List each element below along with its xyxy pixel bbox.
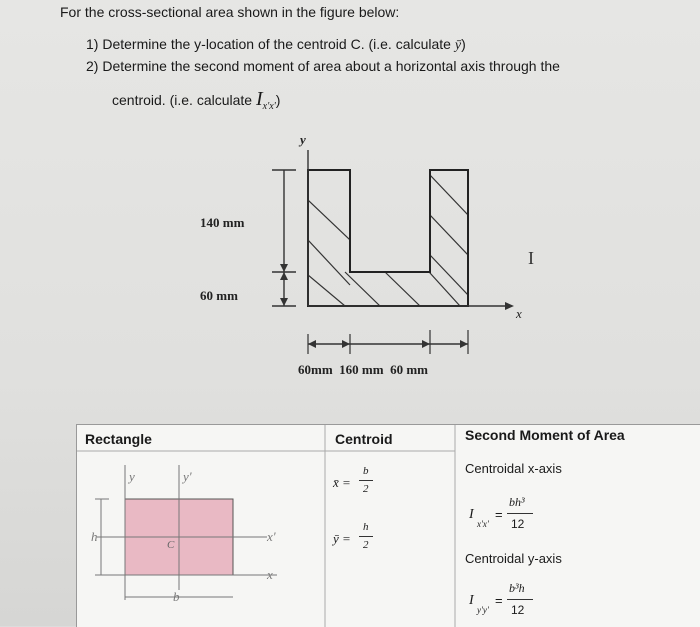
- iyy-fraction-bar: [507, 599, 533, 600]
- dim-widths: 60mm 160 mm 60 mm: [298, 362, 428, 377]
- col-rectangle-header: Rectangle: [85, 431, 152, 447]
- col-moment-header: Second Moment of Area: [465, 427, 625, 443]
- reference-table: [76, 424, 700, 627]
- iyy-symbol: I: [469, 593, 474, 608]
- xbar-numerator: b: [363, 465, 369, 477]
- rect-label-h: h: [91, 529, 98, 544]
- ybar-fraction-bar: [359, 536, 373, 537]
- xbar-denominator: 2: [363, 483, 369, 495]
- question-2-subscript: x'x': [262, 100, 276, 112]
- ixx-symbol: I: [469, 507, 474, 522]
- xbar-fraction-bar: [359, 480, 373, 481]
- ixx-numerator: bh³: [509, 495, 525, 509]
- col-centroid-header: Centroid: [335, 431, 393, 447]
- question-2-text: Determine the second moment of area about a horizontal axis through the: [102, 58, 560, 74]
- rect-label-xprime: x': [267, 529, 276, 544]
- figure-x-axis-label: x: [516, 306, 522, 321]
- ixx-equals: =: [495, 507, 503, 522]
- problem-title: For the cross-sectional area shown in the figure below:: [60, 4, 400, 20]
- question-2-number: 2): [86, 58, 99, 74]
- ybar-numerator: h: [363, 521, 369, 533]
- xbar-lhs: x̄ =: [333, 475, 351, 490]
- text-cursor-icon: I: [528, 248, 534, 268]
- ixx-fraction-bar: [507, 513, 533, 514]
- dim-height-total: 140 mm: [200, 215, 245, 230]
- section-hatching: [308, 175, 468, 306]
- ybar-denominator: 2: [363, 539, 369, 551]
- reference-table-grid: [77, 425, 700, 627]
- x-axis-arrow: [505, 302, 514, 310]
- rect-label-b: b: [173, 589, 180, 604]
- centroidal-y-axis-label: Centroidal y-axis: [465, 551, 562, 566]
- dim-height-base: 60 mm: [200, 288, 238, 303]
- iyy-equals: =: [495, 593, 503, 608]
- ixx-denominator: 12: [511, 517, 525, 531]
- question-2-symbol: I: [255, 88, 263, 110]
- rect-label-y: y: [129, 469, 135, 484]
- ixx-subscript: x'x': [477, 519, 489, 529]
- question-2-text-cont: centroid. (i.e. calculate: [112, 92, 253, 108]
- iyy-numerator: b³h: [509, 581, 525, 595]
- question-1-text: Determine the y-location of the centroid C. (i.e. calculate: [102, 36, 451, 52]
- iyy-denominator: 12: [511, 603, 525, 617]
- question-1-close: ): [461, 36, 466, 52]
- figure-y-axis-label: y: [300, 132, 306, 147]
- question-2-close: ): [275, 92, 281, 108]
- rect-label-x: x: [267, 567, 273, 582]
- iyy-subscript: y'y': [477, 605, 489, 615]
- rect-label-yprime: y': [183, 469, 192, 484]
- question-1-symbol: ȳ: [454, 38, 462, 53]
- ybar-lhs: ȳ =: [333, 531, 351, 546]
- centroidal-x-axis-label: Centroidal x-axis: [465, 461, 562, 476]
- rect-label-c: C: [167, 539, 175, 551]
- question-1-number: 1): [86, 36, 99, 52]
